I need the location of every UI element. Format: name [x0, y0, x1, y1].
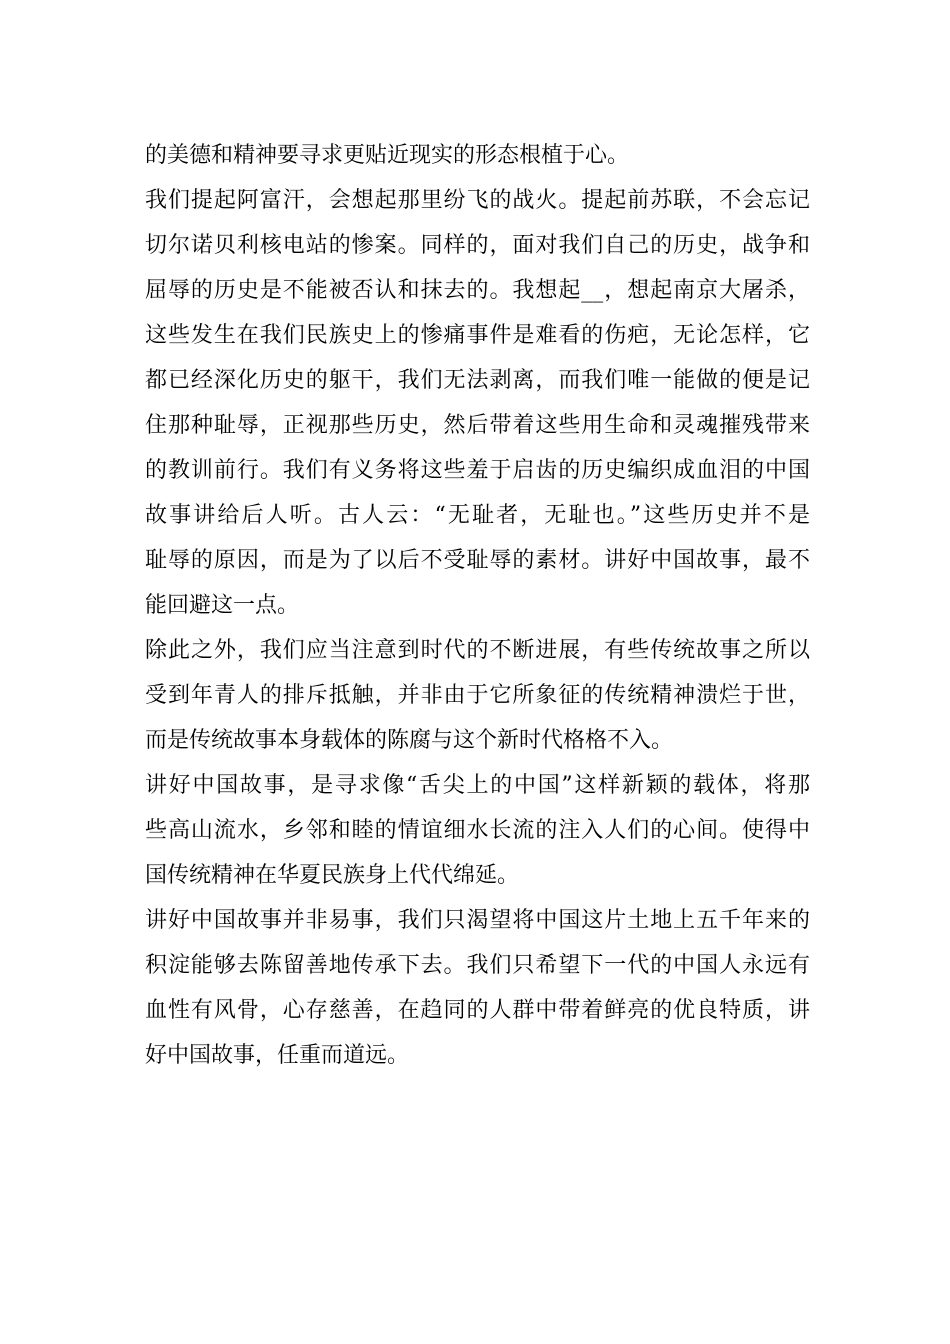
paragraph-1 [145, 133, 810, 178]
text-line: 切尔诺贝利核电站的惨案。同样的，面对我们自己的历史，战争和 [145, 233, 810, 258]
text-line: 都已经深化历史的躯干，我们无法剥离，而我们唯一能做的便是记 [145, 368, 810, 393]
text-line: 积淀能够去陈留善地传承下去。我们只希望下一代的中国人永远有 [145, 953, 810, 978]
text-line: 我们提起阿富汗，会想起那里纷飞的战火。提起前苏联，不会忘记 [145, 188, 810, 213]
text-line: 的美德和精神要寻求更贴近现实的形态根植于心。 [145, 143, 630, 168]
text-line: 这些发生在我们民族史上的惨痛事件是难看的伤疤，无论怎样，它 [145, 323, 810, 348]
text-line: 些高山流水，乡邻和睦的情谊细水长流的注入人们的心间。使得中 [145, 818, 810, 843]
text-line: 除此之外，我们应当注意到时代的不断进展，有些传统故事之所以 [145, 638, 810, 663]
text-line: 的教训前行。我们有义务将这些羞于启齿的历史编织成血泪的中国 [145, 458, 810, 483]
paragraph-5 [145, 898, 810, 1078]
document-body [145, 133, 810, 1078]
paragraph-2 [145, 178, 810, 628]
text-line: 能回避这一点。 [145, 593, 300, 618]
text-line: 国传统精神在华夏民族身上代代绵延。 [145, 863, 520, 888]
text-line: 好中国故事，任重而道远。 [145, 1043, 410, 1068]
text-line: 住那种耻辱，正视那些历史，然后带着这些用生命和灵魂摧残带来 [145, 413, 810, 438]
text-line: 血性有风骨，心存慈善，在趋同的人群中带着鲜亮的优良特质，讲 [145, 998, 810, 1023]
text-line: 耻辱的原因，而是为了以后不受耻辱的素材。讲好中国故事，最不 [145, 548, 810, 573]
paragraph-4 [145, 763, 810, 898]
text-line: 受到年青人的排斥抵触，并非由于它所象征的传统精神溃烂于世， [145, 683, 810, 708]
text-line: 讲好中国故事并非易事，我们只渴望将中国这片土地上五千年来的 [145, 908, 810, 933]
text-line: 屈辱的历史是不能被否认和抹去的。我想起__，想起南京大屠杀， [145, 278, 810, 303]
paragraph-3 [145, 628, 810, 763]
text-line: 讲好中国故事，是寻求像“舌尖上的中国”这样新颖的载体，将那 [145, 773, 810, 798]
text-line: 故事讲给后人听。古人云：“无耻者，无耻也。”这些历史并不是 [145, 503, 810, 528]
text-line: 而是传统故事本身载体的陈腐与这个新时代格格不入。 [145, 728, 674, 753]
